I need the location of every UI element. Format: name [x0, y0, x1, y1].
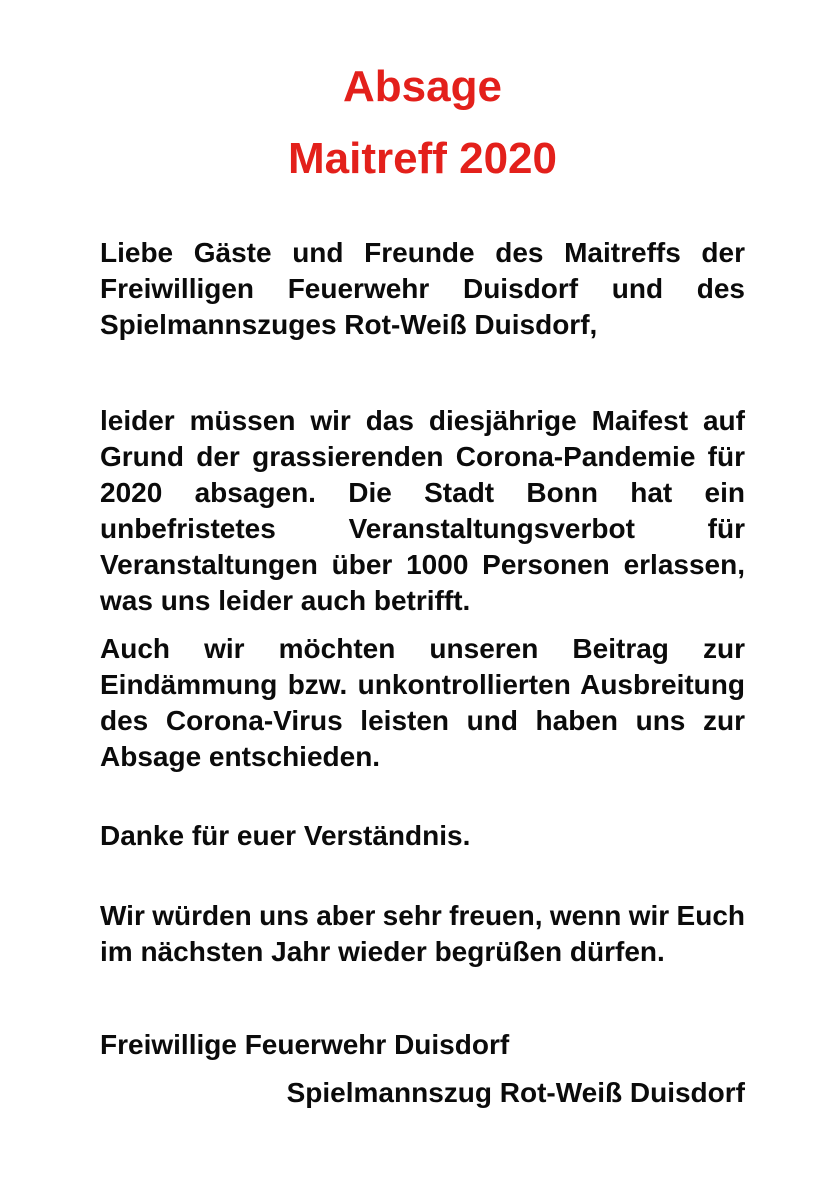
hope-paragraph	[100, 898, 745, 970]
cancellation-paragraph	[100, 403, 745, 619]
contribution-line-4: Absage entschieden.	[100, 741, 381, 772]
salutation-line-3: Spielmannszuges Rot-Weiß Duisdorf,	[100, 309, 598, 340]
salutation-paragraph	[100, 235, 745, 343]
salutation-line-2: Freiwilligen Feuerwehr Duisdorf und des	[100, 273, 745, 304]
cancellation-line-3: 2020 absagen. Die Stadt Bonn hat ein	[100, 477, 745, 508]
signature-feuerwehr: Freiwillige Feuerwehr Duisdorf	[100, 1029, 510, 1060]
cancellation-line-6: was uns leider auch betrifft.	[100, 585, 471, 616]
page-subtitle: Maitreff 2020	[287, 134, 557, 183]
hope-line-1: Wir würden uns aber sehr freuen, wenn wir Euch	[100, 900, 745, 931]
cancellation-line-4: unbefristetes Veranstaltungsverbot für	[100, 513, 745, 544]
cancellation-line-1: leider müssen wir das diesjährige Maifest auf	[100, 405, 745, 436]
contribution-line-1: Auch wir möchten unseren Beitrag zur	[100, 633, 745, 664]
signature-block	[100, 1027, 745, 1063]
hope-line-2: im nächsten Jahr wieder begrüßen dürfen.	[100, 936, 665, 967]
salutation-line-1: Liebe Gäste und Freunde des Maitreffs der	[100, 237, 745, 268]
signature-block-2	[100, 1075, 745, 1111]
thanks-line: Danke für euer Verständnis.	[100, 820, 471, 851]
cancellation-line-5: Veranstaltungen über 1000 Personen erlassen,	[100, 549, 745, 580]
cancellation-line-2: Grund der grassierenden Corona-Pandemie für	[100, 441, 745, 472]
contribution-line-2: Eindämmung bzw. unkontrollierten Ausbreitung	[100, 669, 745, 700]
page-title: Absage	[343, 62, 502, 111]
contribution-line-3: des Corona-Virus leisten und haben uns zur	[100, 705, 745, 736]
contribution-paragraph	[100, 631, 745, 775]
thanks-paragraph	[100, 818, 745, 854]
signature-spielmannszug: Spielmannszug Rot-Weiß Duisdorf	[286, 1077, 745, 1108]
